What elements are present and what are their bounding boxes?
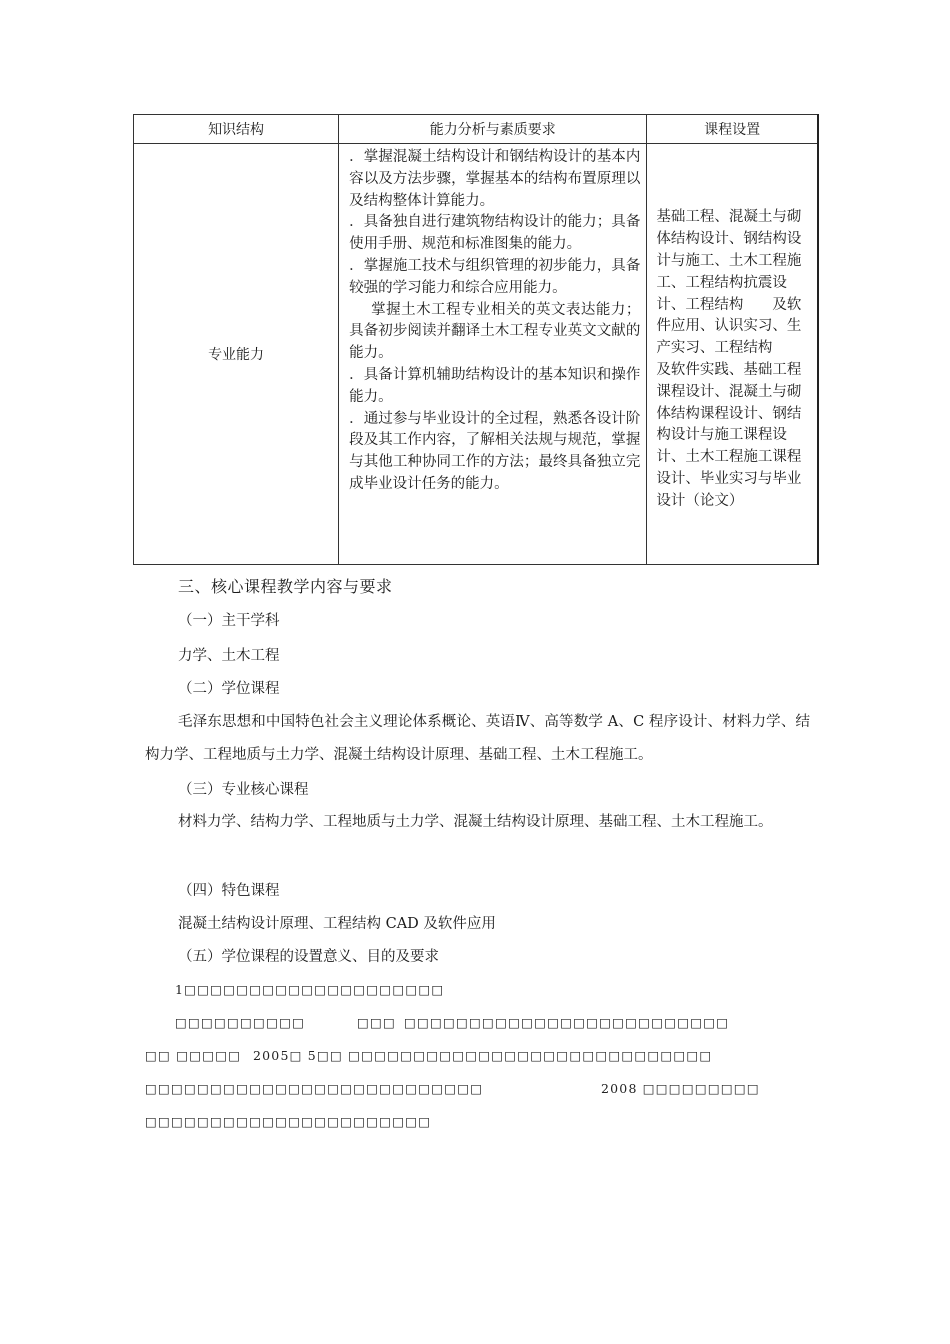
garbled-text: □□ □□□□□ <box>145 1048 242 1063</box>
garbled-text: □□□ <box>357 1015 397 1030</box>
garbled-text: □□□□□□□□□□□□□□□□□□□□□□□□□ <box>404 1015 730 1030</box>
garbled-text: 2008 □□□□□□□□□ <box>601 1081 760 1096</box>
ability-item: ．通过参与毕业设计的全过程，熟悉各设计阶段及其工作内容，了解相关法规与规范，掌握与其他工种协同工作的方法；最终具备独立完成毕业设计任务的能力。 <box>349 410 641 492</box>
table-header-row <box>134 115 819 144</box>
header-ability-analysis: 能力分析与素质要求 <box>339 115 647 144</box>
ability-item: ．掌握混凝土结构设计和钢结构设计的基本内容以及方法步骤，掌握基本的结构布置原理以及结构整体计算能力。 <box>349 149 641 209</box>
ability-item: ．具备独自进行建筑物结构设计的能力；具备使用手册、规范和标准图集的能力。 <box>349 214 641 253</box>
table-row <box>134 144 819 565</box>
ability-item: ．具备计算机辅助结构设计的基本知识和操作能力。 <box>349 366 641 405</box>
garbled-text: 2005□ 5□□ □□□□□□□□□□□□□□□□□□□□□□□□□□□□ <box>253 1048 713 1063</box>
garbled-text: □□□□□□□□□□□□□□□□□□□□□□□□□□ <box>145 1081 484 1096</box>
garbled-text: □□□□□□□□□□□□□□□□□□□□□□ <box>145 1114 432 1129</box>
section-heading: 三、核心课程教学内容与要求 <box>178 577 393 596</box>
subsection-body: 毛泽东思想和中国特色社会主义理论体系概论、英语Ⅳ、高等数学 A、C 程序设计、材料力学、结构力学、工程地质与土力学、混凝土结构设计原理、基础工程、土木工程施工。 <box>145 714 810 763</box>
header-course-settings: 课程设置 <box>647 115 818 144</box>
garbled-text: □□□□□□□□□□ <box>175 1015 306 1030</box>
curriculum-table <box>133 114 819 565</box>
ability-cell <box>339 144 647 565</box>
garbled-text: 1□□□□□□□□□□□□□□□□□□□□ <box>175 982 445 997</box>
category-cell: 专业能力 <box>134 144 339 565</box>
subsection-title: （一）主干学科 <box>178 613 280 629</box>
ability-item: 掌握土木工程专业相关的英文表达能力；具备初步阅读并翻译土木工程专业英文文献的能力。 <box>349 301 641 362</box>
subsection-title: （二）学位课程 <box>178 681 280 697</box>
ability-item: ．掌握施工技术与组织管理的初步能力，具备较强的学习能力和综合应用能力。 <box>349 257 641 296</box>
header-knowledge-structure: 知识结构 <box>134 115 339 144</box>
subsection-title: （四）特色课程 <box>178 883 280 899</box>
subsection-title: （三）专业核心课程 <box>178 782 309 798</box>
subsection-body: 混凝土结构设计原理、工程结构 CAD 及软件应用 <box>178 916 496 932</box>
subsection-body: 力学、土木工程 <box>178 648 280 664</box>
subsection-body: 材料力学、结构力学、工程地质与土力学、混凝土结构设计原理、基础工程、土木工程施工。 <box>178 814 773 830</box>
courses-text: 基础工程、混凝土与砌体结构设计、钢结构设计与施工、土木工程施工、工程结构抗震设计、工程结构 及软件应用、认识实习、生产实习、工程结构 及软件实践、基础工程课程设计、混凝土与砌体结构课程设计、钢结构设计与施工课程设计、土木工程施工课程设计、毕业实习与毕业设计（论文） <box>656 209 802 509</box>
subsection-title: （五）学位课程的设置意义、目的及要求 <box>178 949 439 965</box>
courses-cell <box>647 144 818 565</box>
